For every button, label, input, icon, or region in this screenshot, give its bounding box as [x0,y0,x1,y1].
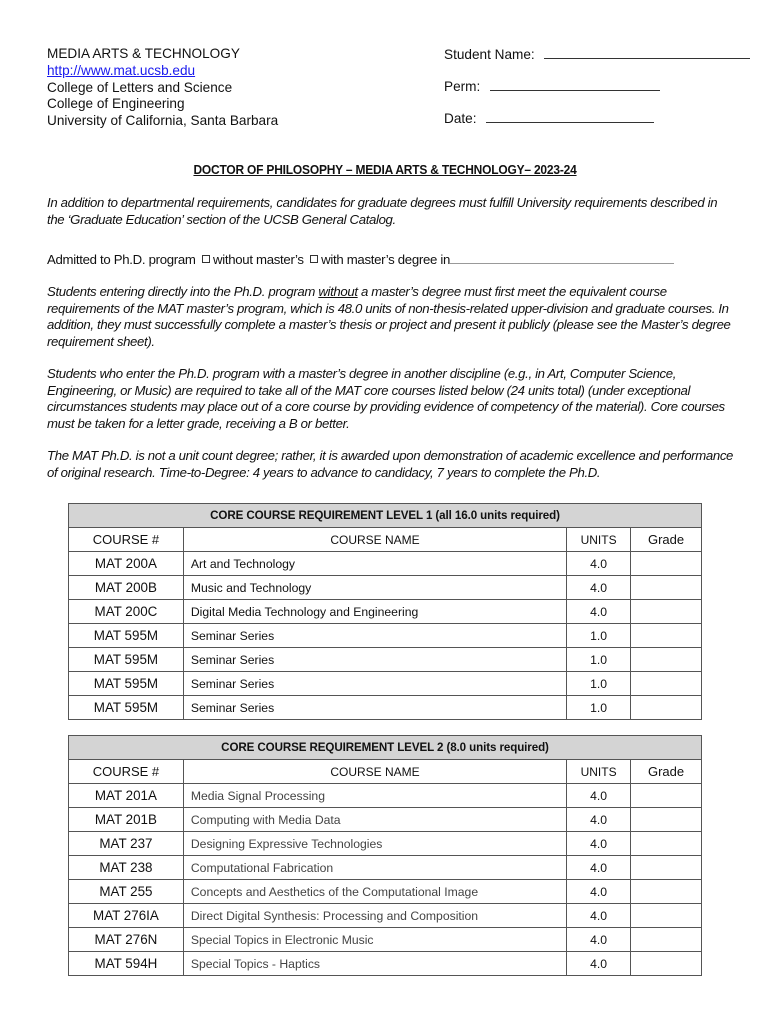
course-number-cell: MAT 200A [69,552,184,576]
col-course-name: COURSE NAME [183,760,566,784]
table-caption: CORE COURSE REQUIREMENT LEVEL 1 (all 16.0 units required) [69,504,702,528]
para1-text-before: Students entering directly into the Ph.D. program [47,284,319,299]
table-row [69,784,702,808]
units-cell: 4.0 [567,928,631,952]
paragraph-without-masters [47,284,737,350]
admitted-prefix: Admitted to Ph.D. program [47,252,196,267]
perm-label: Perm: [444,79,481,94]
course-number-cell: MAT 201A [69,784,184,808]
grade-cell[interactable] [631,576,702,600]
grade-cell[interactable] [631,624,702,648]
course-name-cell: Art and Technology [183,552,566,576]
table-row [69,696,702,720]
units-cell: 4.0 [567,576,631,600]
course-number-cell: MAT 595M [69,672,184,696]
course-name-cell: Direct Digital Synthesis: Processing and Composition [183,904,566,928]
course-name-cell: Seminar Series [183,672,566,696]
col-course-number: COURSE # [69,528,184,552]
course-name-cell: Music and Technology [183,576,566,600]
date-label: Date: [444,111,477,126]
without-masters-checkbox[interactable] [202,255,210,263]
grade-cell[interactable] [631,856,702,880]
table-row [69,576,702,600]
course-number-cell: MAT 201B [69,808,184,832]
units-cell: 1.0 [567,696,631,720]
table-row [69,928,702,952]
grade-cell[interactable] [631,952,702,976]
table-row [69,552,702,576]
units-cell: 4.0 [567,880,631,904]
university-name: University of California, Santa Barbara [47,113,279,129]
course-name-cell: Special Topics - Haptics [183,952,566,976]
col-units: UNITS [567,528,631,552]
col-grade: Grade [631,528,702,552]
college-engineering: College of Engineering [47,96,185,112]
units-cell: 1.0 [567,624,631,648]
col-grade: Grade [631,760,702,784]
para1-text-after: a master’s degree must first meet the equivalent course requirements of the MAT master’s program, which is 48.0 units of non-thesis-related upper-division and graduate courses. In addition, they must successfully complete a master’s thesis or project and present it publicly (please see the Master’s degree requirement sheet). [47,284,731,349]
grade-cell[interactable] [631,696,702,720]
course-number-cell: MAT 200B [69,576,184,600]
course-name-cell: Seminar Series [183,624,566,648]
table-row [69,808,702,832]
units-cell: 1.0 [567,648,631,672]
course-name-cell: Seminar Series [183,648,566,672]
student-name-field[interactable] [544,46,750,59]
course-number-cell: MAT 595M [69,648,184,672]
col-units: UNITS [567,760,631,784]
course-name-cell: Media Signal Processing [183,784,566,808]
table-row [69,904,702,928]
course-number-cell: MAT 238 [69,856,184,880]
table-header-row [69,528,702,552]
units-cell: 4.0 [567,552,631,576]
course-number-cell: MAT 237 [69,832,184,856]
grade-cell[interactable] [631,648,702,672]
grade-cell[interactable] [631,784,702,808]
department-info [47,46,278,130]
page-title: DOCTOR OF PHILOSOPHY – MEDIA ARTS & TECHNOLOGY– 2023-24 [193,163,577,177]
table-row [69,880,702,904]
course-name-cell: Computing with Media Data [183,808,566,832]
course-number-cell: MAT 595M [69,696,184,720]
paragraph-with-masters: Students who enter the Ph.D. program with a master’s degree in another discipline (e.g., in Art, Computer Science, Engineering, or Music) are required to take all of the MAT core courses listed below (24 units total) (under exceptional circumstances students may place out of a core course by providing evidence of competency of the material). Core courses must be taken for a letter grade, receiving a B or better. [47,366,725,431]
intro-paragraph: In addition to departmental requirements, candidates for graduate degrees must fulfill University requirements described in the ‘Graduate Education’ section of the UCSB General Catalog. [47,195,718,227]
table-header-row [69,760,702,784]
units-cell: 4.0 [567,952,631,976]
course-name-cell: Special Topics in Electronic Music [183,928,566,952]
core-level-2-table [68,735,702,976]
student-info-fields [444,46,750,132]
grade-cell[interactable] [631,552,702,576]
with-masters-checkbox[interactable] [310,255,318,263]
paragraph-phd-degree: The MAT Ph.D. is not a unit count degree; rather, it is awarded upon demonstration of academic excellence and performance of original research. Time-to-Degree: 4 years to advance to candidacy, 7 years to complete the Ph.D. [47,448,734,480]
units-cell: 4.0 [567,808,631,832]
table-row [69,856,702,880]
masters-degree-field[interactable] [450,252,674,264]
table-row [69,648,702,672]
table-row [69,624,702,648]
grade-cell[interactable] [631,928,702,952]
table-row [69,600,702,624]
units-cell: 4.0 [567,904,631,928]
para1-emphasis: without [318,284,358,299]
without-masters-label: without master’s [213,252,304,267]
course-number-cell: MAT 595M [69,624,184,648]
course-number-cell: MAT 276N [69,928,184,952]
units-cell: 4.0 [567,856,631,880]
date-row [444,110,750,132]
department-url-link[interactable]: http://www.mat.ucsb.edu [47,62,196,78]
grade-cell[interactable] [631,832,702,856]
grade-cell[interactable] [631,600,702,624]
course-number-cell: MAT 594H [69,952,184,976]
table-row [69,952,702,976]
admission-line [47,252,674,267]
units-cell: 1.0 [567,672,631,696]
student-name-row [444,46,750,68]
grade-cell[interactable] [631,672,702,696]
course-name-cell: Seminar Series [183,696,566,720]
course-name-cell: Computational Fabrication [183,856,566,880]
col-course-number: COURSE # [69,760,184,784]
course-name-cell: Digital Media Technology and Engineering [183,600,566,624]
grade-cell[interactable] [631,880,702,904]
course-name-cell: Concepts and Aesthetics of the Computational Image [183,880,566,904]
col-course-name: COURSE NAME [183,528,566,552]
with-masters-label: with master’s degree in [321,252,451,267]
department-name: MEDIA ARTS & TECHNOLOGY [47,46,240,61]
college-letters-science: College of Letters and Science [47,79,233,95]
units-cell: 4.0 [567,784,631,808]
perm-field[interactable] [490,78,660,91]
date-field[interactable] [486,110,654,123]
course-name-cell: Designing Expressive Technologies [183,832,566,856]
core-level-1-table [68,503,702,720]
grade-cell[interactable] [631,808,702,832]
course-number-cell: MAT 276IA [69,904,184,928]
table-row [69,672,702,696]
grade-cell[interactable] [631,904,702,928]
course-number-cell: MAT 255 [69,880,184,904]
course-number-cell: MAT 200C [69,600,184,624]
units-cell: 4.0 [567,600,631,624]
table-caption: CORE COURSE REQUIREMENT LEVEL 2 (8.0 units required) [69,736,702,760]
perm-row [444,78,750,100]
table-row [69,832,702,856]
units-cell: 4.0 [567,832,631,856]
student-name-label: Student Name: [444,47,535,62]
